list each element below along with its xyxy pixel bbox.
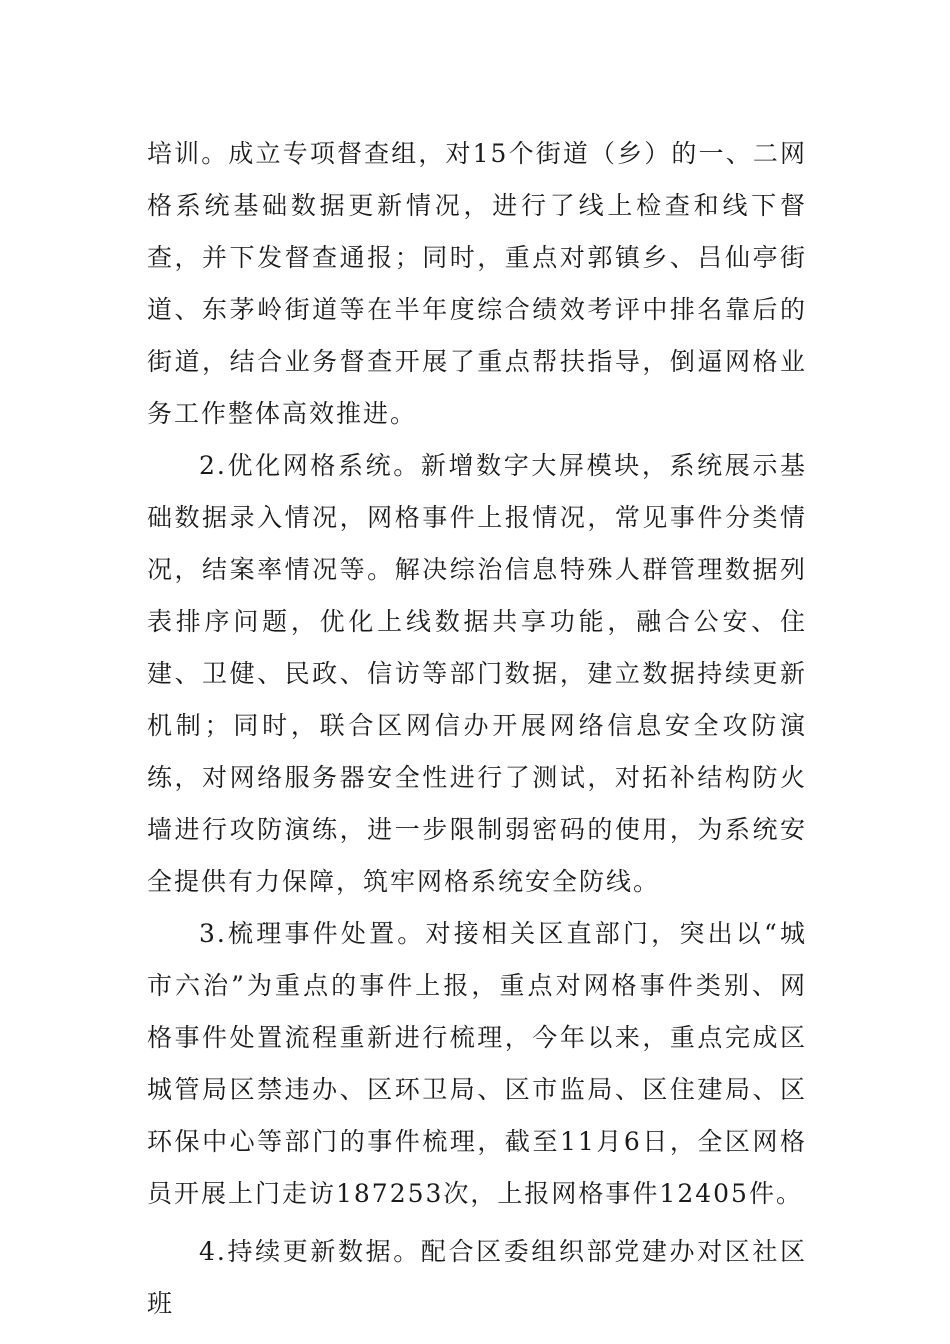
paragraph-update-data: 4.持续更新数据。配合区委组织部党建办对区社区班	[147, 1237, 807, 1318]
paragraph-optimize-grid-system: 2.优化网格系统。新增数字大屏模块，系统展示基础数据录入情况，网格事件上报情况，常见事件分类情况，结案率情况等。解决综治信息特殊人群管理数据列表排序问题，优化上线数据共享功能，融合公安、住建、卫健、民政、信访等部门数据，建立数据持续更新机制；同时，联合区网信办开展网络信息安全攻防演练，对网络服务器安全性进行了测试，对拓补结构防火墙进行攻防演练，进一步限制弱密码的使用，为系统安全提供有力保障，筑牢网格系统安全防线。	[147, 451, 807, 896]
paragraph-sort-event-handling: 3.梳理事件处置。对接相关区直部门，突出以“城市六治”为重点的事件上报，重点对网格事件类别、网格事件处置流程重新进行梳理，今年以来，重点完成区城管局区禁违办、区环卫局、区市监局、区住建局、区环保中心等部门的事件梳理，截至11月6日，全区网格员开展上门走访187253次，上报网格事件12405件。	[147, 919, 807, 1208]
document-body	[147, 128, 807, 1330]
paragraph-continuation: 培训。成立专项督查组，对15个街道（乡）的一、二网格系统基础数据更新情况，进行了线上检查和线下督查，并下发督查通报；同时，重点对郭镇乡、吕仙亭街道、东茅岭街道等在半年度综合绩效考评中排名靠后的街道，结合业务督查开展了重点帮扶指导，倒逼网格业务工作整体高效推进。	[147, 139, 807, 428]
